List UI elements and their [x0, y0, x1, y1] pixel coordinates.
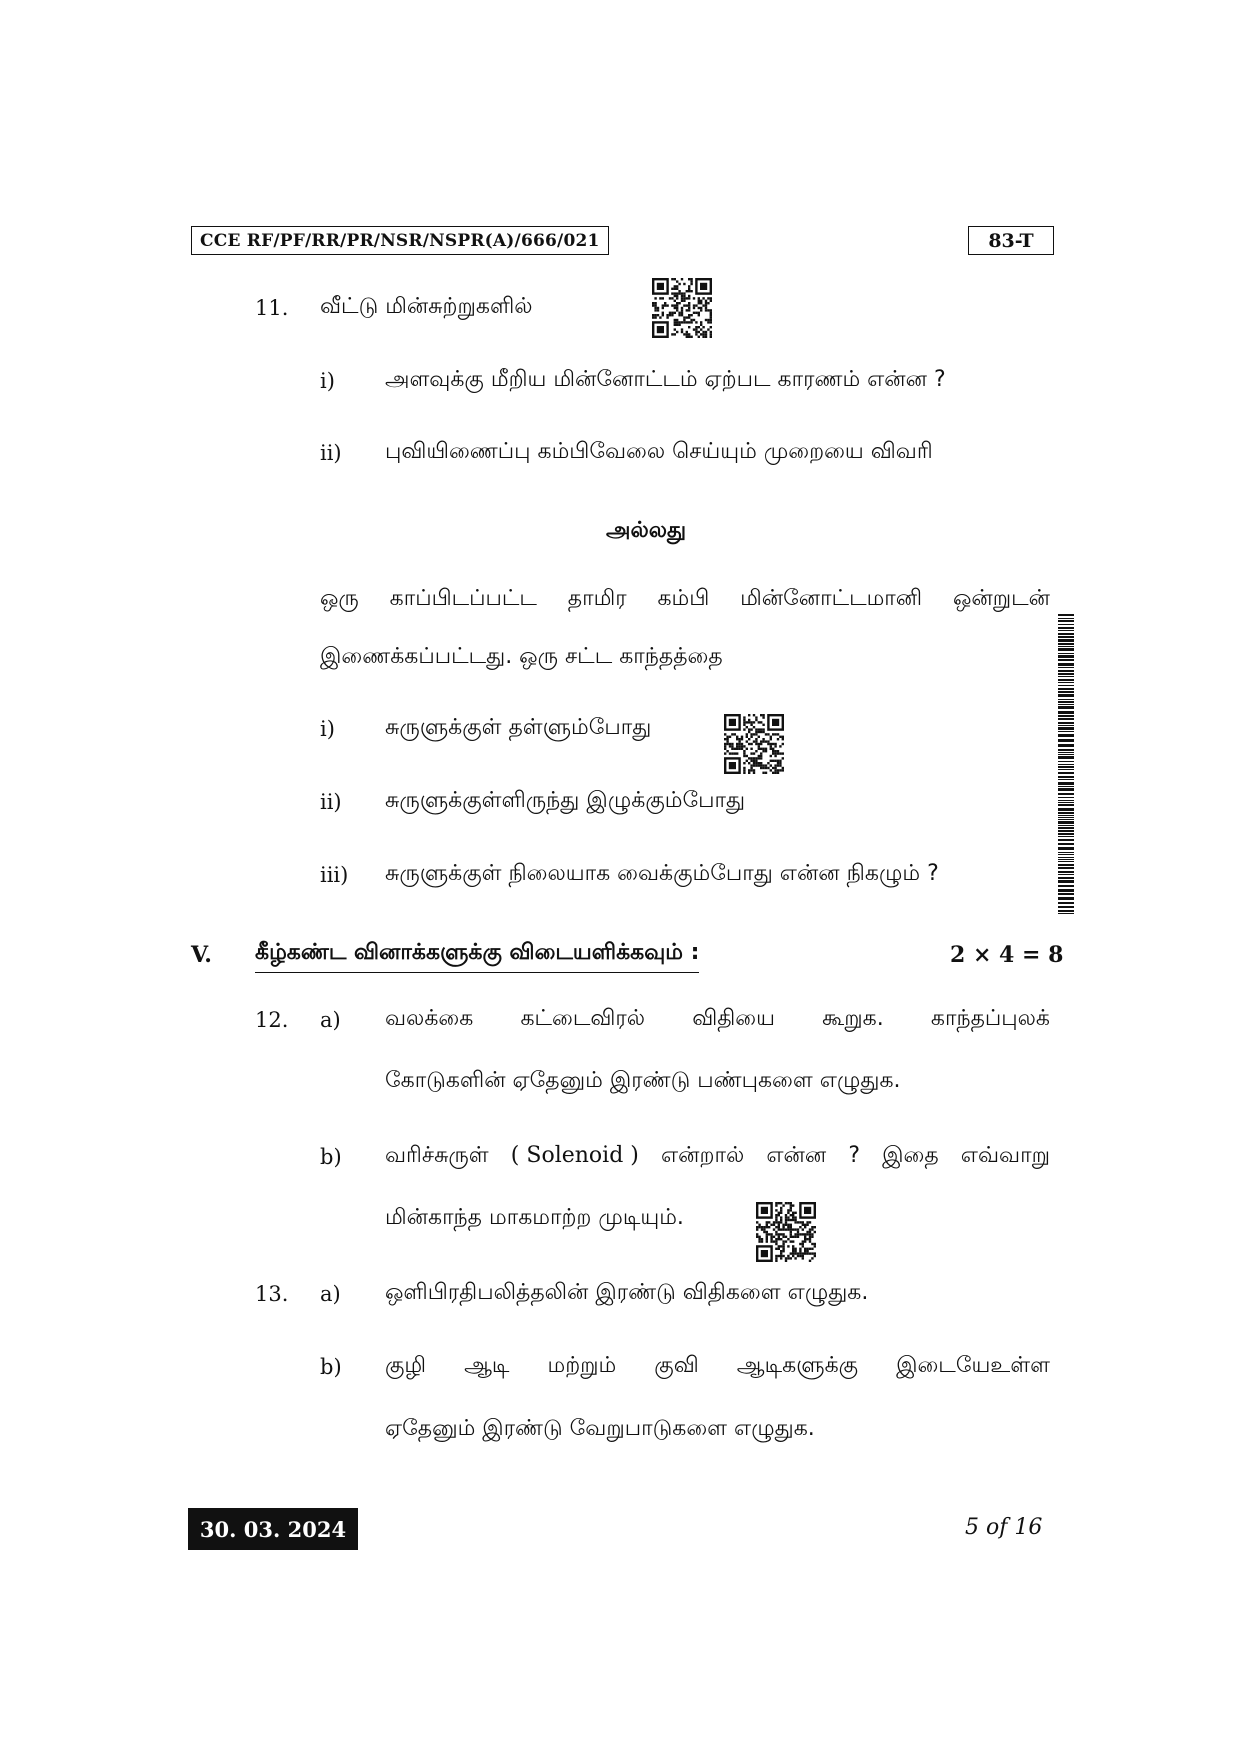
exam-code: CCE RF/PF/RR/PR/NSR/NSPR(A)/666/021: [191, 226, 609, 255]
part-label: ii): [320, 790, 342, 814]
exam-date: 30. 03. 2024: [188, 1508, 358, 1550]
alternative-line-1: [320, 588, 1050, 610]
word: ( Solenoid ): [510, 1143, 639, 1168]
word: மற்றும்: [547, 1353, 617, 1378]
qr-code-icon: [756, 1202, 816, 1262]
word: குழி: [385, 1353, 427, 1378]
alternative-line-2: இணைக்கப்பட்டது. ஒரு சட்ட காந்தத்தை: [320, 644, 723, 669]
word: என்றால்: [660, 1143, 745, 1168]
qr-code-icon: [652, 278, 712, 338]
word: கட்டைவிரல்: [520, 1006, 646, 1031]
word: தாமிர: [567, 586, 627, 611]
part-text: சுருளுக்குள்ளிருந்து இழுக்கும்போது: [385, 788, 746, 813]
q12a-line-2: கோடுகளின் ஏதேனும் இரண்டு பண்புகளை எழுதுக.: [385, 1068, 901, 1093]
part-text: புவியிணைப்பு கம்பிவேலை செய்யும் முறையை விவரி: [385, 439, 933, 464]
word: ஆடி: [464, 1353, 510, 1378]
part-label: iii): [320, 863, 349, 887]
word: என்ன: [766, 1143, 827, 1168]
word: இதை: [882, 1143, 939, 1168]
word: ஒன்றுடன்: [952, 586, 1050, 611]
word: ஒரு: [320, 586, 359, 611]
q12b-line-1: [385, 1145, 1050, 1167]
question-number: 13.: [255, 1282, 289, 1306]
word: காப்பிடப்பட்ட: [389, 586, 537, 611]
part-label: i): [320, 369, 335, 393]
page-number: 5 of 16: [965, 1515, 1043, 1540]
word: இடையேஉள்ள: [896, 1353, 1050, 1378]
word: எவ்வாறு: [960, 1143, 1050, 1168]
part-label: a): [320, 1282, 341, 1306]
section-heading: கீழ்கண்ட வினாக்களுக்கு விடையளிக்கவும் :: [255, 940, 699, 973]
part-text: சுருளுக்குள் தள்ளும்போது: [385, 715, 652, 740]
part-label: b): [320, 1355, 342, 1379]
section-marks: 2 × 4 = 8: [950, 942, 1064, 968]
word: கம்பி: [657, 586, 710, 611]
word: ஆடிகளுக்கு: [736, 1353, 859, 1378]
part-text: சுருளுக்குள் நிலையாக வைக்கும்போது என்ன நிகழும் ?: [385, 861, 939, 886]
part-label: i): [320, 717, 335, 741]
word: கூறுக.: [822, 1006, 884, 1031]
word: வலக்கை: [385, 1006, 474, 1031]
word: விதியை: [692, 1006, 775, 1031]
q12a-line-1: [385, 1008, 1050, 1030]
word: ?: [848, 1143, 860, 1168]
question-number: 12.: [255, 1008, 289, 1032]
part-label: ii): [320, 441, 342, 465]
part-label: b): [320, 1145, 342, 1169]
paper-code: 83-T: [968, 226, 1054, 255]
q13a-text: ஒளிபிரதிபலித்தலின் இரண்டு விதிகளை எழுதுக.: [385, 1280, 869, 1305]
or-label: அல்லது: [606, 518, 687, 543]
barcode-icon: [1058, 614, 1074, 914]
word: காந்தப்புலக்: [930, 1006, 1050, 1031]
part-label: a): [320, 1008, 341, 1032]
q12b-line-2: மின்காந்த மாகமாற்ற முடியும்.: [385, 1205, 684, 1230]
word: வரிச்சுருள்: [385, 1143, 489, 1168]
q13b-line-2: ஏதேனும் இரண்டு வேறுபாடுகளை எழுதுக.: [385, 1416, 815, 1441]
q13b-line-1: [385, 1355, 1050, 1377]
question-number: 11.: [255, 296, 289, 320]
question-stem: வீட்டு மின்சுற்றுகளில்: [320, 294, 533, 319]
qr-code-icon: [724, 714, 784, 774]
word: மின்னோட்டமானி: [740, 586, 923, 611]
word: குவி: [654, 1353, 699, 1378]
part-text: அளவுக்கு மீறிய மின்னோட்டம் ஏற்பட காரணம் என்ன ?: [385, 367, 946, 392]
section-number: V.: [191, 942, 212, 968]
